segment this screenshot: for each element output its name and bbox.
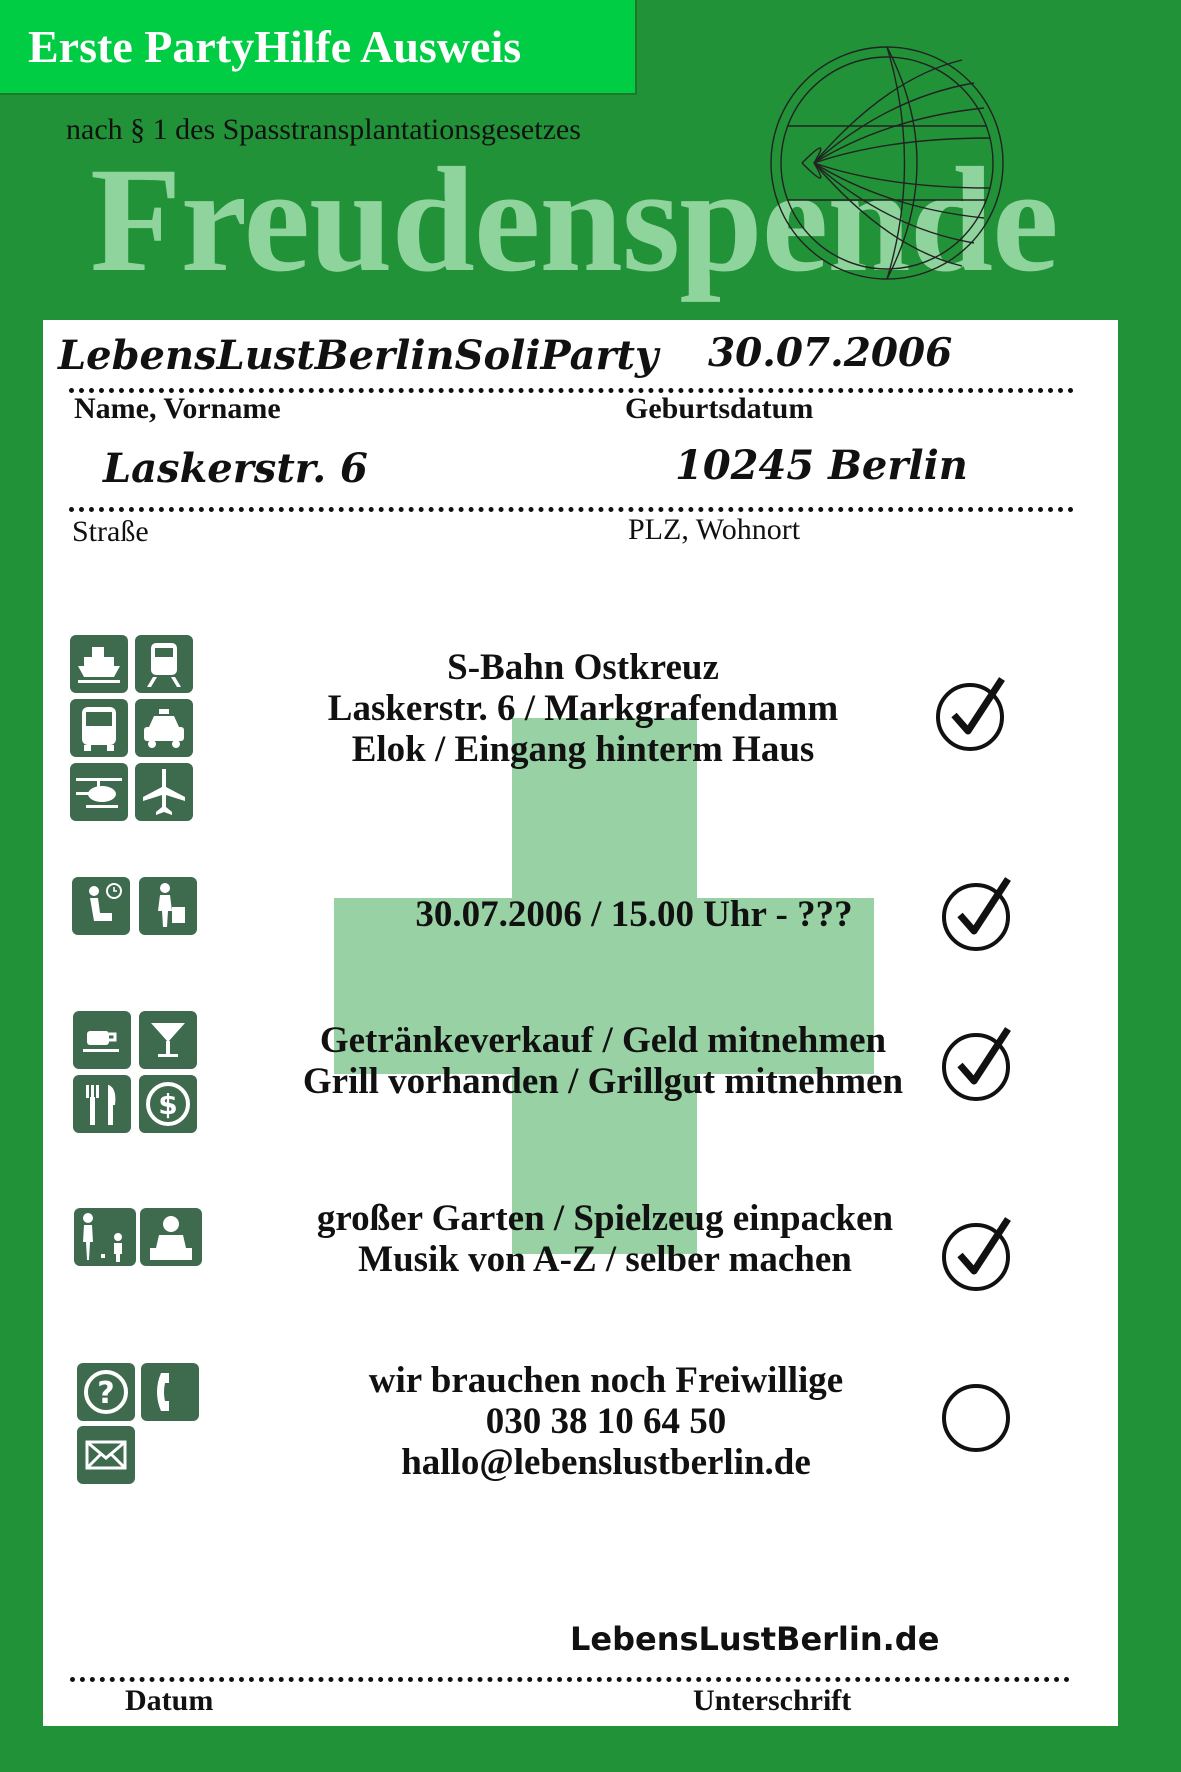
money-icon: [139, 1075, 197, 1133]
section-line: S-Bahn Ostkreuz: [447, 647, 719, 688]
label-name: Name, Vorname: [74, 392, 281, 425]
waiting-room-icon: [72, 877, 130, 935]
family-icon: [74, 1208, 136, 1266]
ship-icon: [70, 635, 128, 693]
label-street: Straße: [72, 515, 149, 548]
section-line: Musik von A-Z / selber machen: [358, 1239, 852, 1280]
label-signature: Unterschrift: [693, 1684, 852, 1717]
header-title: Erste PartyHilfe Ausweis: [28, 21, 522, 72]
coffee-icon: [73, 1011, 131, 1069]
svg-text:$: $: [158, 1088, 178, 1121]
section-line: Elok / Eingang hinterm Haus: [351, 729, 815, 770]
restaurant-icon: [73, 1075, 131, 1133]
footer-site: LebensLustBerlin.de: [570, 1620, 940, 1658]
section-line: 030 38 10 64 50: [485, 1401, 727, 1442]
id-card: [43, 320, 1118, 1726]
divider-line: [70, 1677, 1070, 1682]
helicopter-icon: [70, 763, 128, 821]
label-city: PLZ, Wohnort: [628, 513, 801, 546]
checkbox-time[interactable]: [938, 875, 1028, 955]
checkbox-transport[interactable]: [932, 675, 1022, 755]
section-line: Grill vorhanden / Grillgut mitnehmen: [302, 1061, 904, 1102]
section-line: hallo@lebenslustberlin.de: [401, 1442, 811, 1483]
help-icon: [77, 1363, 135, 1421]
section-garden: [205, 1198, 1005, 1280]
big-title: Freudenspende: [90, 137, 1058, 303]
section-line: Getränkeverkauf / Geld mitnehmen: [319, 1020, 887, 1061]
cocktail-icon: [139, 1011, 197, 1069]
section-time: [234, 894, 1034, 935]
section-line: 30.07.2006 / 15.00 Uhr - ???: [415, 894, 853, 935]
subtitle: nach § 1 des Spasstransplantationsgesetzes: [66, 113, 581, 146]
party-date: 30.07.2006: [708, 330, 953, 376]
checkbox-contact[interactable]: [938, 1376, 1028, 1456]
divider-line: [69, 507, 1074, 512]
checkbox-food[interactable]: [938, 1025, 1028, 1105]
label-date: Datum: [125, 1684, 214, 1717]
city-value: 10245 Berlin: [675, 442, 968, 489]
section-food: [203, 1020, 1003, 1102]
bus-icon: [70, 699, 128, 757]
section-transport: [183, 647, 983, 770]
mail-icon: [77, 1426, 135, 1484]
svg-text:?: ?: [97, 1376, 115, 1411]
section-line: wir brauchen noch Freiwillige: [368, 1360, 844, 1401]
section-line: Laskerstr. 6 / Markgrafendamm: [327, 688, 839, 729]
party-name: LebensLustBerlinSoliParty: [58, 332, 659, 379]
baggage-claim-icon: [139, 877, 197, 935]
dj-icon: [140, 1208, 202, 1266]
street-value: Laskerstr. 6: [103, 445, 368, 492]
section-contact: [206, 1360, 1006, 1483]
phone-icon: [141, 1363, 199, 1421]
label-birthdate: Geburtsdatum: [625, 392, 814, 425]
section-line: großer Garten / Spielzeug einpacken: [316, 1198, 894, 1239]
checkbox-garden[interactable]: [938, 1215, 1028, 1295]
airplane-icon: [135, 763, 193, 821]
globe-seal-icon: [762, 38, 1012, 288]
